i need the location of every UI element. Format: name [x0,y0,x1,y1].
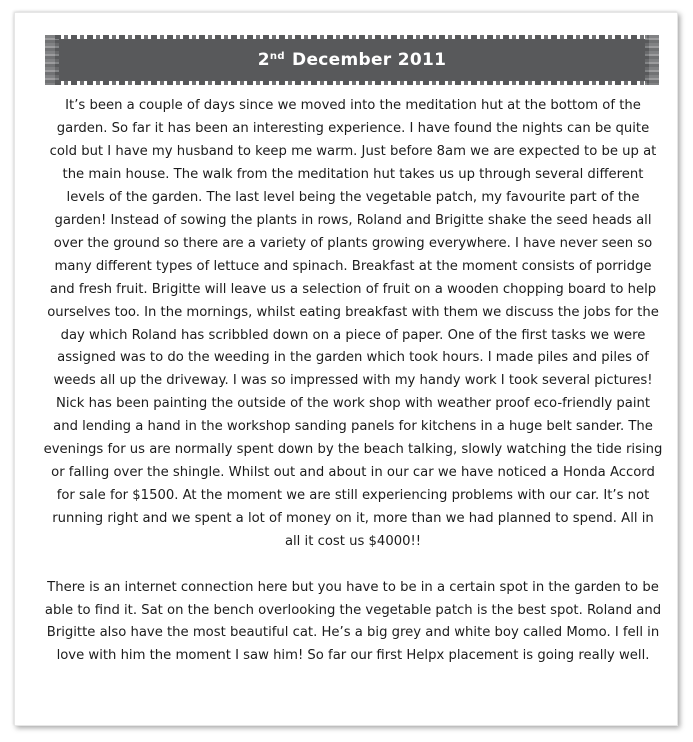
journal-paragraph: There is an internet connection here but you have to be in a certain spot in the garden to be able to find it. Sat on the bench overlooking the vegetable patch is the best spot. Roland and Brigitte also have the most beautiful cat. He’s a big grey and white boy called Momo. I fell in love with him the moment I saw him! So far our first Helpx placement is going really well. [44,579,662,664]
date-month-year: December 2011 [292,50,447,70]
page-title [258,50,446,70]
journal-body [43,95,663,668]
banner-brush-edge-bottom [55,81,649,85]
date-banner [55,39,649,81]
date-day-suffix: nd [269,51,285,62]
journal-page [14,12,678,726]
journal-paragraph: It’s been a couple of days since we moved into the meditation hut at the bottom of the garden. So far it has been an interesting experience. I have found the nights can be quite cold but I have my husband to keep me warm. Just before 8am we are expected to be up at the main house. The walk from the meditation hut takes us up through several different levels of the garden. The last level being the vegetable patch, my favourite part of the garden! Instead of sowing the plants in rows, Roland and Brigitte shake the seed heads all over the ground so there are a variety of plants growing everywhere. I have never seen so many different types of lettuce and spinach. Breakfast at the moment consists of porridge and fresh fruit. Brigitte will leave us a selection of fruit on a wooden chopping board to help ourselves too. In the mornings, whilst eating breakfast with them we discuss the jobs for the day which Roland has scribbled down on a piece of paper. One of the first tasks we were assigned was to do the weeding in the garden which took hours. I made piles and piles of weeds all up the driveway. I was so impressed with my handy work I took several pictures! Nick has been painting the outside of the work shop with weather proof eco-friendly paint and lending a hand in the workshop sanding panels for kitchens in a huge belt sander. The evenings for us are normally spent down by the beach talking, slowly watching the tide rising or falling over the shingle. Whilst out and about in our car we have noticed a Honda Accord for sale for $1500. At the moment we are still experiencing problems with our car. It’s not running right and we spent a lot of money on it, more than we had planned to spend. All in all it cost us $4000!! [43,98,663,550]
date-day: 2 [257,50,270,70]
banner-brush-edge-top [55,35,649,39]
